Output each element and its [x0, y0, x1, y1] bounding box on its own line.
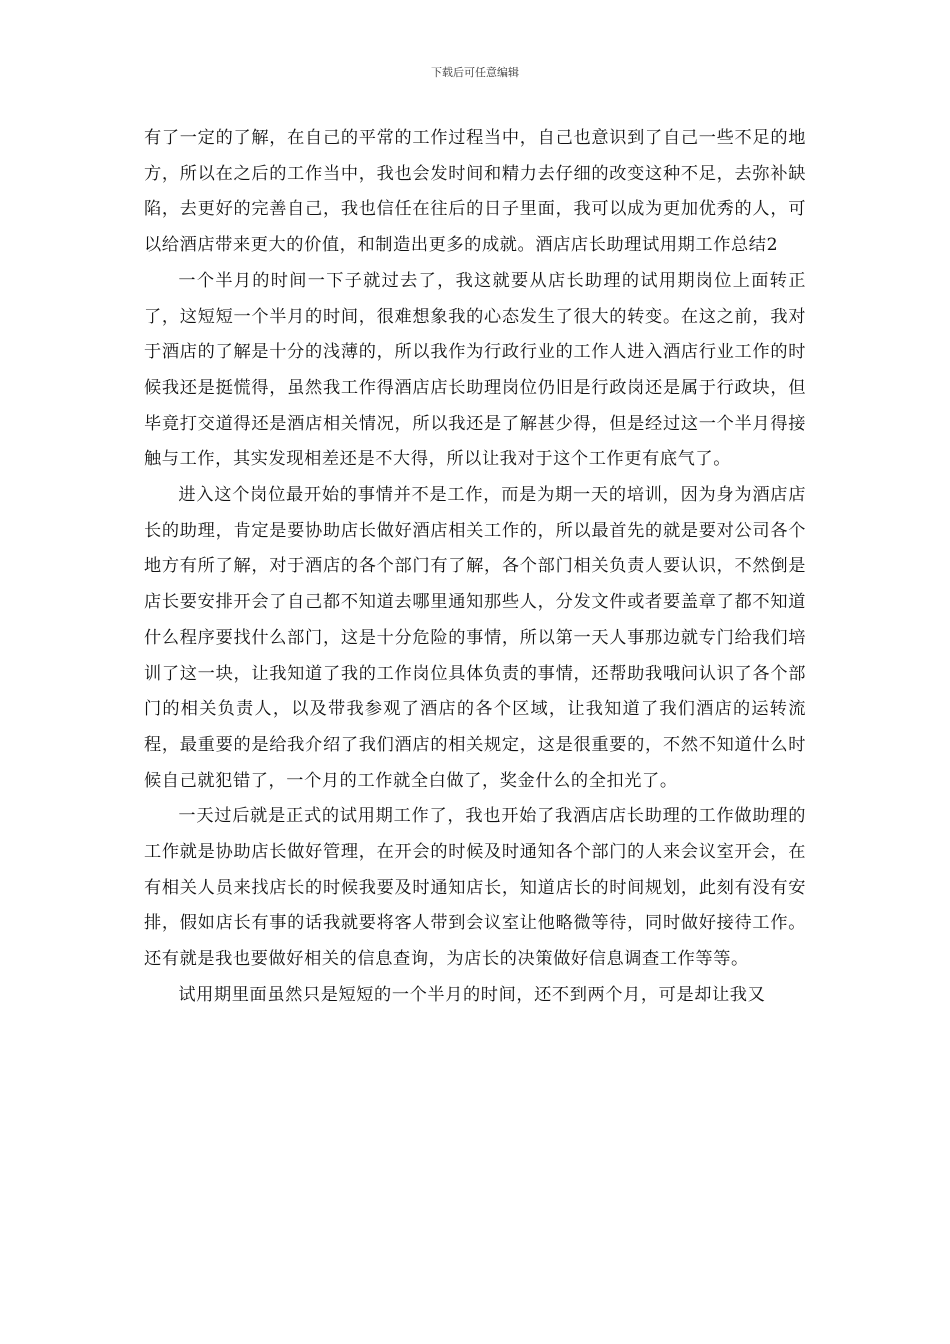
paragraph-3: 进入这个岗位最开始的事情并不是工作，而是为期一天的培训，因为身为酒店店长的助理，肯定是要协助店长做好酒店相关工作的，所以最首先的就是要对公司各个地方有所了解，对于酒店的各个部门有了解，各个部门相关负责人要认识，不然倒是店长要安排开会了自己都不知道去哪里通知那些人，分发文件或者要盖章了都不知道什么程序要找什么部门，这是十分危险的事情，所以第一天人事那边就专门给我们培训了这一块，让我知道了我的工作岗位具体负责的事情，还帮助我哦问认识了各个部门的相关负责人，以及带我参观了酒店的各个区域，让我知道了我们酒店的运转流程，最重要的是给我介绍了我们酒店的相关规定，这是很重要的，不然不知道什么时候自己就犯错了，一个月的工作就全白做了，奖金什么的全扣光了。: [144, 485, 806, 791]
paragraph-4: 一天过后就是正式的试用期工作了，我也开始了我酒店店长助理的工作做助理的工作就是协助店长做好管理，在开会的时候及时通知各个部门的人来会议室开会，在有相关人员来找店长的时候我要及时通知店长，知道店长的时间规划，此刻有没有安排，假如店长有事的话我就要将客人带到会议室让他略微等待，同时做好接待工作。还有就是我也要做好相关的信息查询，为店长的决策做好信息调查工作等等。: [144, 806, 806, 970]
document-body: [144, 121, 806, 1014]
paragraph-5: 试用期里面虽然只是短短的一个半月的时间，还不到两个月，可是却让我又: [178, 984, 766, 1005]
page-header: 下载后可任意编辑: [431, 66, 519, 79]
paragraph-2: 一个半月的时间一下子就过去了，我这就要从店长助理的试用期岗位上面转正了，这短短一个半月的时间，很难想象我的心态发生了很大的转变。在这之前，我对于酒店的了解是十分的浅薄的，所以我作为行政行业的工作人进入酒店行业工作的时候我还是挺慌得，虽然我工作得酒店店长助理岗位仍旧是行政岗还是属于行政块，但毕竟打交道得还是酒店相关情况，所以我还是了解甚少得，但是经过这一个半月得接触与工作，其实发现相差还是不大得，所以让我对于这个工作更有底气了。: [144, 270, 806, 470]
paragraph-1: 有了一定的了解，在自己的平常的工作过程当中，自己也意识到了自己一些不足的地方，所以在之后的工作当中，我也会发时间和精力去仔细的改变这种不足，去弥补缺陷，去更好的完善自己，我也信任在往后的日子里面，我可以成为更加优秀的人，可以给酒店带来更大的价值，和制造出更多的成就。酒店店长助理试用期工作总结2: [144, 128, 806, 256]
